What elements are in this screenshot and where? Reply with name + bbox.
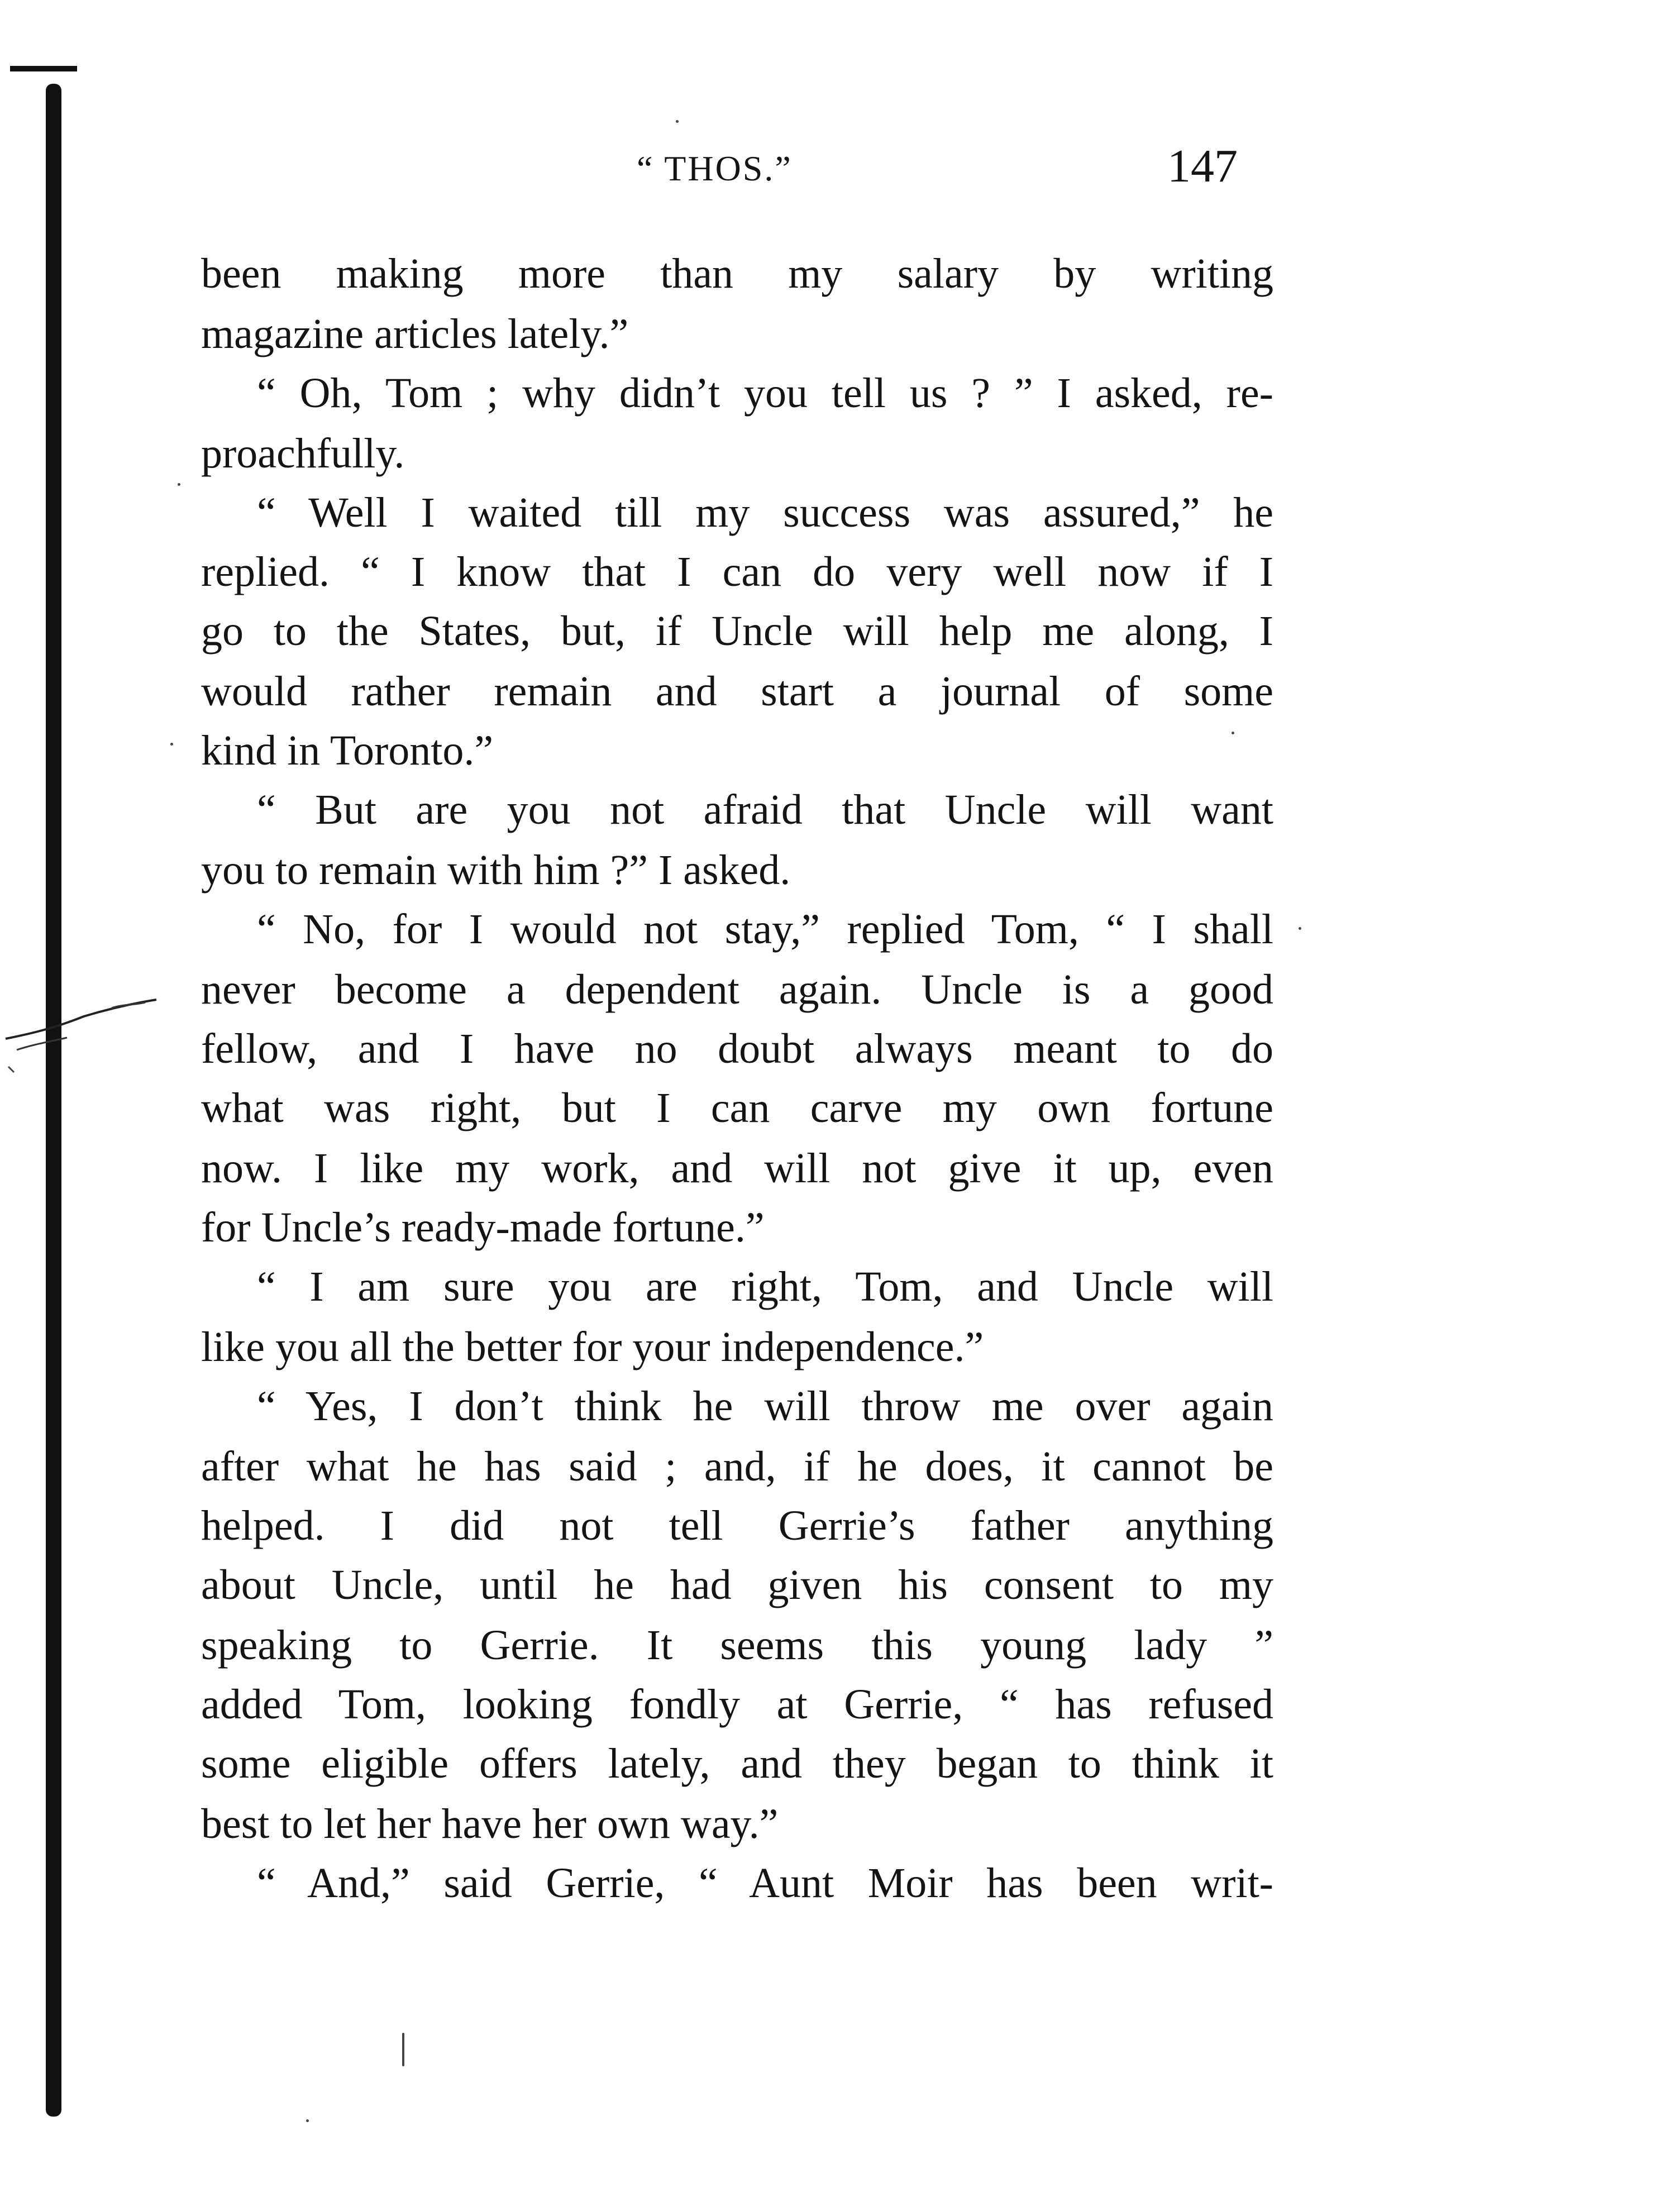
text-line: after what he has said ; and, if he does, it cannot be (201, 1443, 1273, 1490)
text-line: some eligible offers lately, and they began to think it (201, 1740, 1273, 1787)
text-line: been making more than my salary by writing (201, 250, 1273, 297)
text-line: “ And,” said Gerrie, “ Aunt Moir has been writ- (257, 1860, 1273, 1907)
text-line: like you all the better for your independence.” (201, 1324, 984, 1370)
text-line: you to remain with him ?” I asked. (201, 847, 791, 894)
text-line: kind in Toronto.” (201, 727, 494, 774)
text-line: proachfully. (201, 430, 405, 477)
text-line: now. I like my work, and will not give it up, even (201, 1145, 1273, 1192)
text-line: about Uncle, until he had given his consent to my (201, 1561, 1273, 1608)
scan-speck (170, 743, 173, 746)
text-line: fellow, and I have no doubt always meant to do (201, 1025, 1273, 1072)
scan-speck (676, 120, 679, 123)
scan-speck (1232, 732, 1234, 734)
text-line: “ Oh, Tom ; why didn’t you tell us ? ” I asked, re- (257, 370, 1273, 417)
scan-speck (402, 2033, 404, 2066)
scan-speck (306, 2119, 309, 2122)
text-line: “ Well I waited till my success was assured,” he (257, 489, 1273, 536)
text-line: “ But are you not afraid that Uncle will want (257, 786, 1273, 833)
scan-speck (1299, 927, 1301, 930)
text-line: “ Yes, I don’t think he will throw me over again (257, 1383, 1273, 1430)
scan-speck (178, 483, 180, 486)
text-line: added Tom, looking fondly at Gerrie, “ has refused (201, 1681, 1273, 1728)
text-line: would rather remain and start a journal of some (201, 668, 1273, 715)
binding-cap (10, 66, 77, 71)
text-line: go to the States, but, if Uncle will help me along, I (201, 608, 1273, 655)
pen-mark-icon (0, 988, 168, 1111)
running-head: “ THOS.” (637, 149, 793, 188)
text-line: replied. “ I know that I can do very well now if I (201, 548, 1273, 595)
text-line: “ No, for I would not stay,” replied Tom, “ I shall (257, 906, 1273, 953)
text-line: best to let her have her own way.” (201, 1800, 779, 1847)
text-line: what was right, but I can carve my own fortune (201, 1085, 1273, 1131)
text-line: for Uncle’s ready-made fortune.” (201, 1204, 765, 1251)
page-number: 147 (1167, 140, 1238, 192)
text-line: magazine articles lately.” (201, 311, 629, 357)
text-line: never become a dependent again. Uncle is a good (201, 966, 1273, 1013)
text-line: helped. I did not tell Gerrie’s father anything (201, 1502, 1273, 1549)
text-line: speaking to Gerrie. It seems this young lady ” (201, 1622, 1273, 1669)
text-line: “ I am sure you are right, Tom, and Uncle will (257, 1263, 1273, 1310)
